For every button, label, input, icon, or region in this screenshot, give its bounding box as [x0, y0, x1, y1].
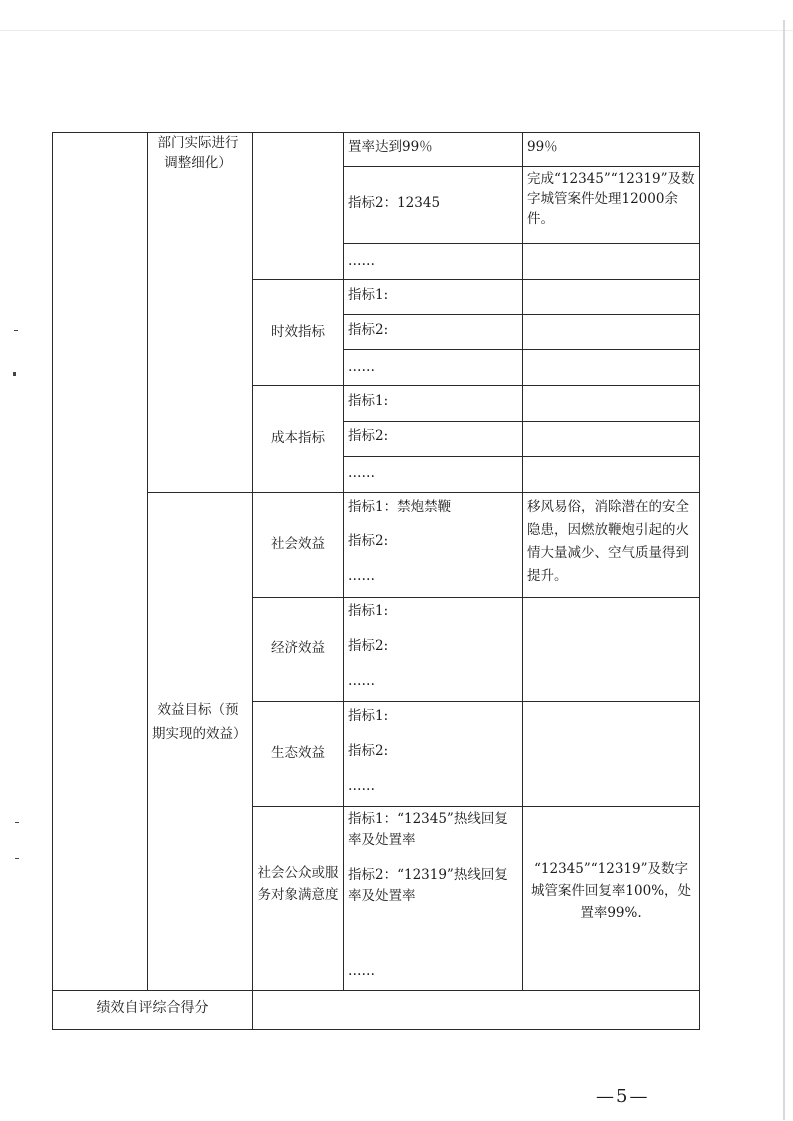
- economic-benefit-label: 经济效益: [271, 640, 325, 656]
- economic-indicator-2: 指标2:: [348, 638, 389, 654]
- self-evaluation-score-label: 绩效自评综合得分: [96, 1000, 209, 1016]
- page-number: —5—: [596, 1086, 650, 1107]
- row-a-indicator-2: 指标2：12345: [348, 195, 441, 211]
- row-a-value-1: 99％: [527, 139, 558, 155]
- economic-indicator-1: 指标1:: [348, 603, 389, 619]
- benefit-goal-label: 效益目标（预期实现的效益）: [152, 702, 247, 742]
- satisfaction-indicator-2: 指标2：“12319”热线回复率及处置率: [348, 867, 508, 904]
- satisfaction-value: “12345”“12319”及数字城管案件回复率100%，处置率99%.: [530, 861, 692, 921]
- row-a-value-2: 完成“12345”“12319”及数字城管案件处理12000余件。: [527, 171, 695, 227]
- scan-mark: [15, 822, 19, 823]
- col1-top-label: 部门实际进行调整细化）: [157, 135, 239, 171]
- cost-label: 成本指标: [271, 430, 325, 446]
- ecology-indicator-3: ……: [348, 778, 375, 794]
- cost-indicator-2: 指标2:: [348, 428, 389, 444]
- satisfaction-label: 社会公众或服务对象满意度: [257, 865, 339, 903]
- row-a-indicator-3: ……: [348, 253, 375, 269]
- timeliness-indicator-2: 指标2:: [348, 322, 389, 338]
- scan-mark: [13, 372, 16, 376]
- ecology-indicator-2: 指标2:: [348, 743, 389, 759]
- social-value: 移风易俗，消除潜在的安全隐患，因燃放鞭炮引起的火情大量减少、空气质量得到提升。: [527, 499, 689, 584]
- social-indicator-2: 指标2:: [348, 533, 389, 549]
- scan-top-edge: [0, 30, 793, 31]
- scan-mark: [15, 858, 19, 859]
- social-indicator-3: ……: [348, 568, 375, 584]
- social-indicator-1: 指标1：禁炮禁鞭: [348, 499, 452, 515]
- satisfaction-indicator-1: 指标1：“12345”热线回复率及处置率: [348, 811, 508, 848]
- timeliness-indicator-3: ……: [348, 359, 375, 375]
- row-a-indicator-1: 置率达到99％: [348, 139, 433, 155]
- timeliness-indicator-1: 指标1:: [348, 287, 389, 303]
- timeliness-label: 时效指标: [271, 324, 325, 340]
- scan-mark: [14, 330, 18, 331]
- social-benefit-label: 社会效益: [271, 536, 325, 552]
- ecology-indicator-1: 指标1:: [348, 708, 389, 724]
- ecology-benefit-label: 生态效益: [271, 745, 325, 761]
- cost-indicator-3: ……: [348, 465, 375, 481]
- economic-indicator-3: ……: [348, 673, 375, 689]
- scan-right-edge: [783, 20, 785, 1120]
- satisfaction-indicator-3: ……: [348, 963, 375, 979]
- cost-indicator-1: 指标1:: [348, 393, 389, 409]
